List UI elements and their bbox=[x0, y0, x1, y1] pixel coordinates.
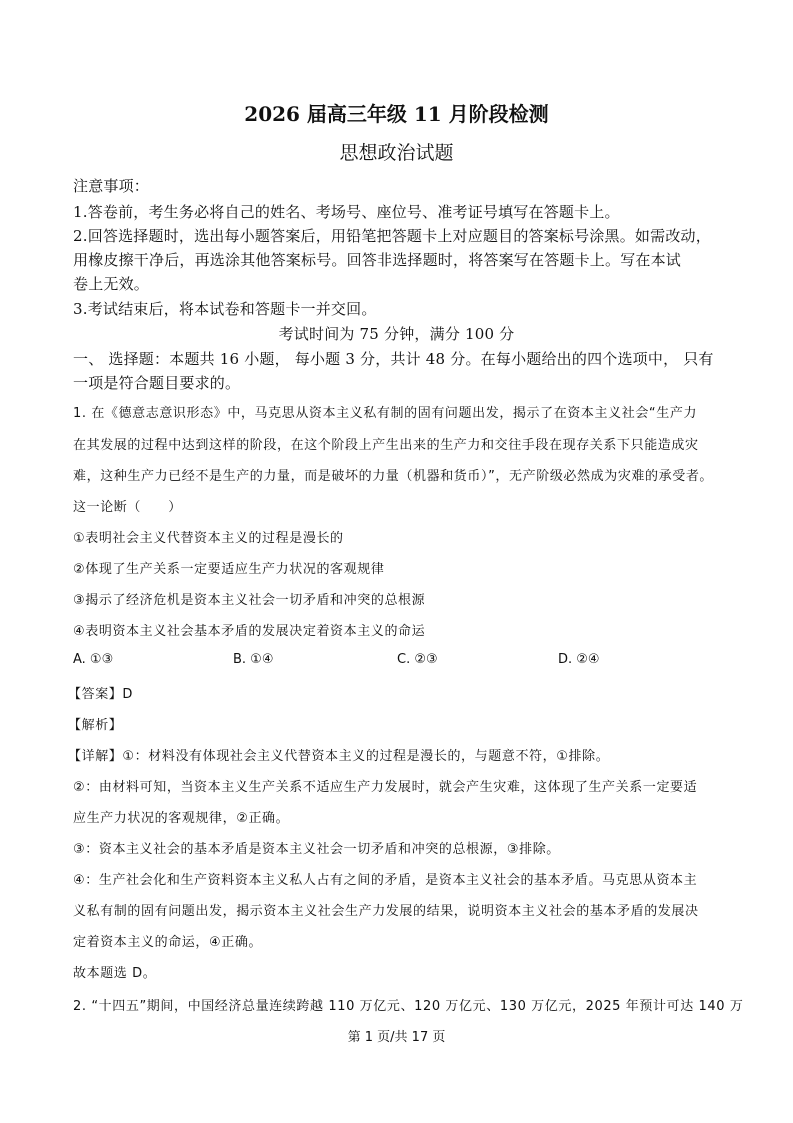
q1-conclusion: 故本题选 D。 bbox=[73, 966, 157, 981]
q1-stem-line-1: 1. 在《德意志意识形态》中，马克思从资本主义私有制的固有问题出发，揭示了在资本主义社会“生产力 bbox=[73, 406, 698, 421]
q1-statement-2: ②体现了生产关系一定要适应生产力状况的客观规律 bbox=[73, 562, 385, 577]
exam-info: 考试时间为 75 分钟，满分 100 分 bbox=[278, 325, 515, 343]
q1-statement-4: ④表明资本主义社会基本矛盾的发展决定着资本主义的命运 bbox=[73, 624, 426, 639]
exam-title: 2026 届高三年级 11 月阶段检测 bbox=[244, 102, 549, 126]
q1-analysis-label: 【解析】 bbox=[68, 718, 123, 733]
q1-stem-line-4: 这一论断（ ） bbox=[73, 500, 182, 515]
notice-heading: 注意事项： bbox=[73, 177, 150, 195]
q1-option-b: B. ①④ bbox=[233, 652, 274, 667]
section-1-line-2: 一项是符合题目要求的。 bbox=[73, 374, 241, 392]
notice-item-2-line-2: 用橡皮擦干净后，再选涂其他答案标号。回答非选择题时，将答案写在答题卡上。写在本试 bbox=[73, 251, 682, 269]
q1-option-a: A. ①③ bbox=[73, 652, 114, 667]
q1-detail-2-line-2: 应生产力状况的客观规律，②正确。 bbox=[73, 811, 290, 826]
notice-item-2-line-3: 卷上无效。 bbox=[73, 275, 150, 293]
page-footer: 第 1 页/共 17 页 bbox=[347, 1030, 446, 1045]
q1-statement-1: ①表明社会主义代替资本主义的过程是漫长的 bbox=[73, 531, 344, 546]
exam-subject: 思想政治试题 bbox=[339, 142, 454, 164]
q2-stem-line-1: 2. “十四五”期间，中国经济总量连续跨越 110 万亿元、120 万亿元、130 万亿元，2025 年预计可达 140 万 bbox=[73, 999, 744, 1014]
q1-detail-1: 【详解】①：材料没有体现社会主义代替资本主义的过程是漫长的，与题意不符，①排除。 bbox=[68, 749, 610, 764]
section-1-line-1: 一、 选择题：本题共 16 小题， 每小题 3 分，共计 48 分。在每小题给出的四个选项中， 只有 bbox=[73, 350, 714, 368]
q1-detail-4-line-3: 定着资本主义的命运，④正确。 bbox=[73, 935, 263, 950]
q1-detail-4-line-2: 义私有制的固有问题出发，揭示资本主义社会生产力发展的结果，说明资本主义社会的基本矛盾的发展决 bbox=[73, 904, 699, 919]
q1-option-d: D. ②④ bbox=[558, 652, 600, 667]
q1-statement-3: ③揭示了经济危机是资本主义社会一切矛盾和冲突的总根源 bbox=[73, 593, 426, 608]
q1-detail-4-line-1: ④：生产社会化和生产资料资本主义私人占有之间的矛盾，是资本主义社会的基本矛盾。马克思从资本主 bbox=[73, 873, 698, 888]
q1-detail-3: ③：资本主义社会的基本矛盾是资本主义社会一切矛盾和冲突的总根源，③排除。 bbox=[73, 842, 560, 857]
notice-item-1: 1.答卷前，考生务必将自己的姓名、考场号、座位号、准考证号填写在答题卡上。 bbox=[73, 203, 620, 221]
q1-option-c: C. ②③ bbox=[397, 652, 438, 667]
q1-answer: 【答案】D bbox=[68, 687, 134, 702]
q1-stem-line-3: 难，这种生产力已经不是生产的力量，而是破坏的力量（机器和货币）”，无产阶级必然成为灾难的承受者。 bbox=[73, 469, 714, 484]
q1-detail-2-line-1: ②：由材料可知，当资本主义生产关系不适应生产力发展时，就会产生灾难，这体现了生产关系一定要适 bbox=[73, 780, 698, 795]
notice-item-3: 3.考试结束后，将本试卷和答题卡一并交回。 bbox=[73, 300, 377, 318]
q1-stem-line-2: 在其发展的过程中达到这样的阶段，在这个阶段上产生出来的生产力和交往手段在现存关系下只能造成灾 bbox=[73, 438, 699, 453]
notice-item-2-line-1: 2.回答选择题时，选出每小题答案后，用铅笔把答题卡上对应题目的答案标号涂黑。如需改动， bbox=[73, 227, 711, 245]
